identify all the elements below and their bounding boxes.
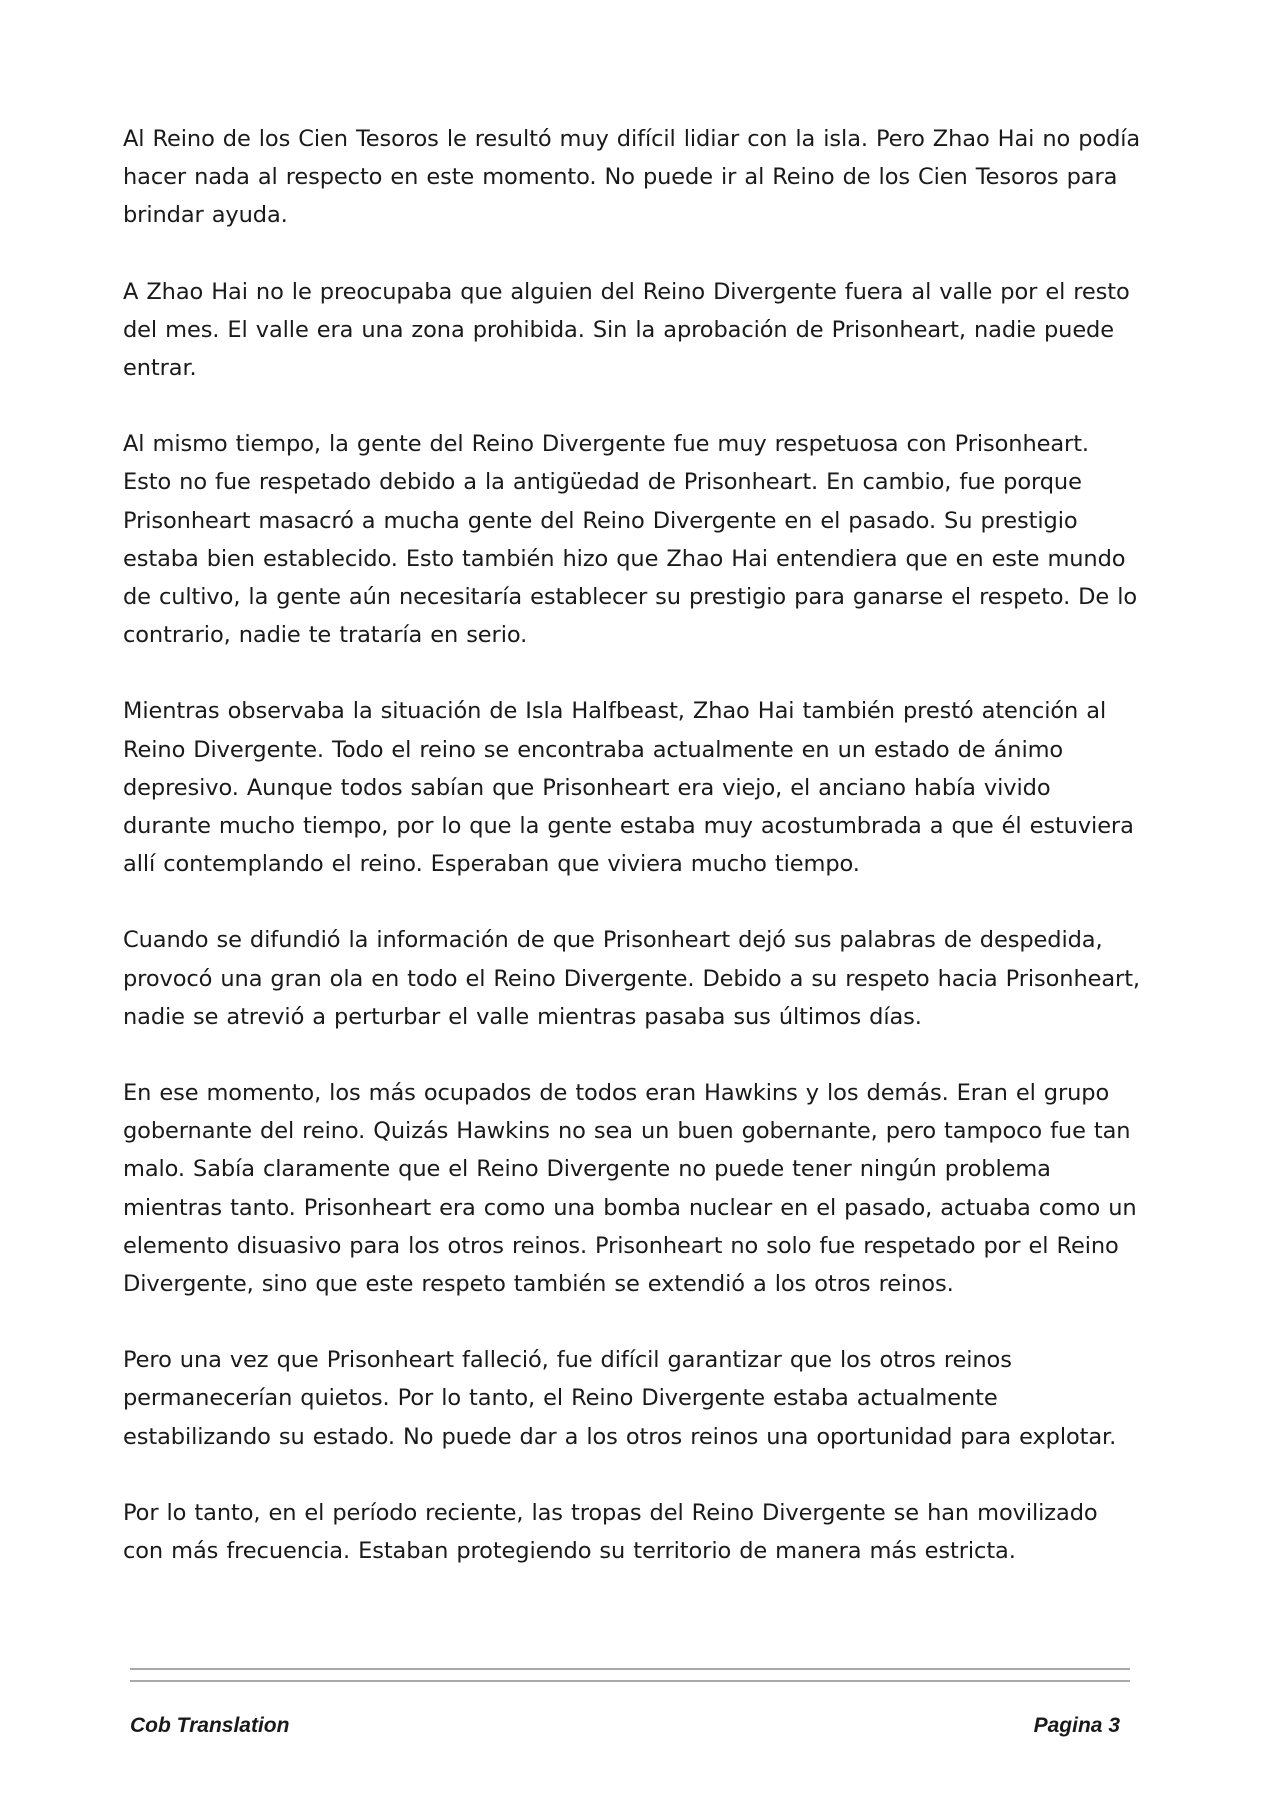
paragraph: Al mismo tiempo, la gente del Reino Divergente fue muy respetuosa con Prisonheart. Esto no fue respetado debido a la antigüedad de Prisonheart. En cambio, fue porque Prisonheart masacró a mucha gente del Reino Divergente en el pasado. Su prestigio estaba bien establecido. Esto también hizo que Zhao Hai entendiera que en este mundo de cultivo, la gente aún necesitaría establecer su prestigio para ganarse el respeto. De lo contrario, nadie te trataría en serio. <box>123 431 1138 649</box>
footer-divider-bottom <box>130 1680 1130 1682</box>
paragraph: Por lo tanto, en el período reciente, las tropas del Reino Divergente se han movilizado con más frecuencia. Estaban protegiendo su territorio de manera más estricta. <box>123 1499 1098 1565</box>
paragraph: En ese momento, los más ocupados de todos eran Hawkins y los demás. Eran el grupo gobernante del reino. Quizás Hawkins no sea un buen gobernante, pero tampoco fue tan malo. Sabía claramente que el Reino Divergente no puede tener ningún problema mientras tanto. Prisonheart era como una bomba nuclear en el pasado, actuaba como un elemento disuasivo para los otros reinos. Prisonheart no solo fue respetado por el Reino Divergente, sino que este respeto también se extendió a los otros reinos. <box>123 1080 1137 1298</box>
paragraph: A Zhao Hai no le preocupaba que alguien del Reino Divergente fuera al valle por el resto del mes. El valle era una zona prohibida. Sin la aprobación de Prisonheart, nadie puede entrar. <box>123 278 1130 382</box>
paragraph: Mientras observaba la situación de Isla Halfbeast, Zhao Hai también prestó atención al Reino Divergente. Todo el reino se encontraba actualmente en un estado de ánimo depresivo. Aunque todos sabían que Prisonheart era viejo, el anciano había vivido durante mucho tiempo, por lo que la gente estaba muy acostumbrada a que él estuviera allí contemplando el reino. Esperaban que viviera mucho tiempo. <box>123 698 1134 878</box>
footer-divider-top <box>130 1668 1130 1670</box>
paragraph: Al Reino de los Cien Tesoros le resultó muy difícil lidiar con la isla. Pero Zhao Hai no podía hacer nada al respecto en este momento. No puede ir al Reino de los Cien Tesoros para brindar ayuda. <box>123 126 1141 229</box>
paragraph: Pero una vez que Prisonheart falleció, fue difícil garantizar que los otros reinos permanecerían quietos. Por lo tanto, el Reino Divergente estaba actualmente estabilizando su estado. No puede dar a los otros reinos una oportunidad para explotar. <box>123 1347 1117 1450</box>
document-body <box>123 120 1143 1608</box>
footer-translator-credit: Cob Translation <box>130 1714 290 1737</box>
footer-page-number: Pagina 3 <box>1033 1714 1120 1737</box>
paragraph: Cuando se difundió la información de que Prisonheart dejó sus palabras de despedida, provocó una gran ola en todo el Reino Divergente. Debido a su respeto hacia Prisonheart, nadie se atrevió a perturbar el valle mientras pasaba sus últimos días. <box>123 927 1140 1030</box>
